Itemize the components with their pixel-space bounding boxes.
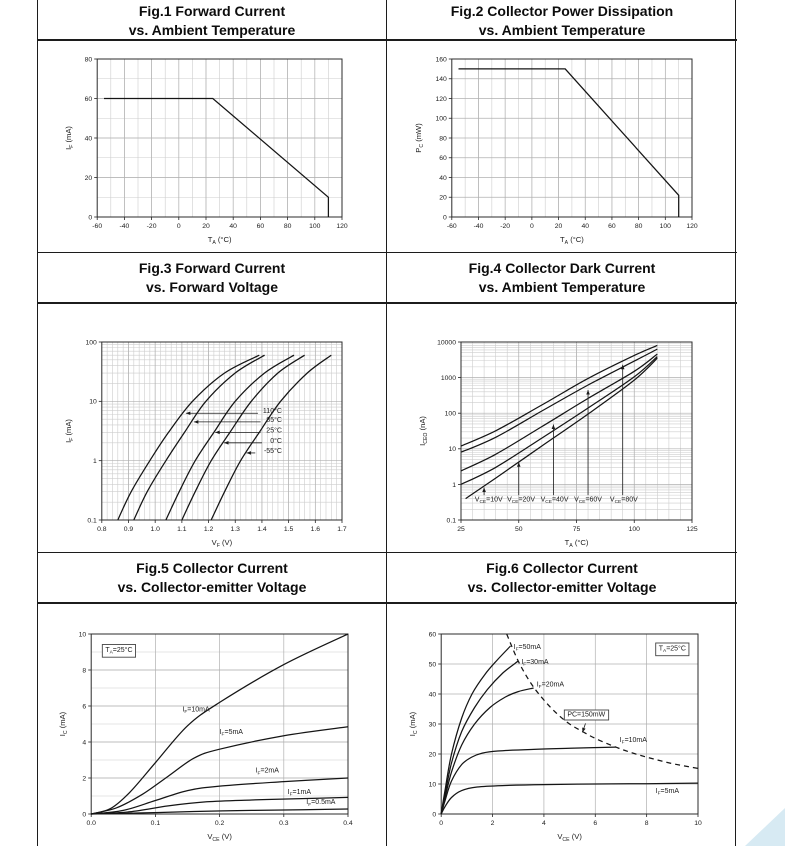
svg-text:100: 100 xyxy=(444,410,456,418)
svg-text:40: 40 xyxy=(229,223,237,230)
fig3-chart xyxy=(62,330,362,553)
fig5-chart xyxy=(56,622,368,846)
svg-text:PC (mW): $P_C$ (mW) xyxy=(414,123,425,153)
svg-text:IF=10mA: $I_F=10mA$ xyxy=(619,737,647,746)
svg-text:6: 6 xyxy=(593,820,598,827)
svg-text:1.7: 1.7 xyxy=(337,526,347,533)
svg-text:0.1: 0.1 xyxy=(150,820,161,827)
svg-text:8: 8 xyxy=(644,820,649,827)
fig5-title-cell xyxy=(38,553,387,604)
svg-text:IC (mA): $I_C$ (mA) xyxy=(58,711,69,737)
svg-text:1: 1 xyxy=(452,481,456,489)
svg-text:60: 60 xyxy=(439,155,447,163)
svg-text:TA=25°C: $T_A=25^\circ C$ xyxy=(105,647,133,656)
fig2-title-line1: Fig.2 Collector Power Dissipation xyxy=(450,3,674,19)
svg-text:TA (°C): $T_A$ (°C) xyxy=(207,235,232,246)
svg-text:160: 160 xyxy=(435,56,447,64)
svg-text:VCE (V): $V_{CE}$ (V) xyxy=(557,832,582,843)
svg-text:80: 80 xyxy=(283,223,292,230)
svg-text:80: 80 xyxy=(439,135,447,143)
svg-text:IF=0.5mA: $I_F=0.5mA$ xyxy=(306,799,336,808)
svg-text:0.3: 0.3 xyxy=(279,820,289,827)
svg-text:20: 20 xyxy=(439,194,447,202)
svg-text:IF=10mA: $I_F=10mA$ xyxy=(182,706,210,716)
svg-text:0.8: 0.8 xyxy=(97,526,107,533)
svg-text:40: 40 xyxy=(428,691,437,699)
svg-text:60: 60 xyxy=(256,223,265,230)
svg-text:IF=20mA: $I_F=20mA$ xyxy=(536,681,564,691)
svg-text:1.2: 1.2 xyxy=(203,526,214,533)
svg-text:25°C: 25°C xyxy=(266,427,282,435)
fig1-title-cell xyxy=(38,0,387,41)
svg-text:140: 140 xyxy=(435,76,447,84)
fig1-chart-cell xyxy=(38,41,387,253)
svg-text:TA=25°C: $T_A=25^\circ C$ xyxy=(658,645,686,655)
fig3-title-line1: Fig.3 Forward Current xyxy=(138,260,286,276)
svg-text:10: 10 xyxy=(694,820,702,827)
svg-text:60: 60 xyxy=(608,223,616,230)
svg-text:50: 50 xyxy=(514,526,523,533)
svg-text:-40: -40 xyxy=(119,223,130,230)
svg-text:IF (mA): $I_F$ (mA) xyxy=(64,419,75,443)
svg-text:-40: -40 xyxy=(473,223,484,230)
svg-text:4: 4 xyxy=(542,820,546,827)
svg-text:40: 40 xyxy=(84,135,93,143)
svg-text:0: 0 xyxy=(82,811,87,819)
svg-text:IF=5mA: $I_F=5mA$ xyxy=(655,788,680,797)
fig4-chart xyxy=(412,330,712,553)
svg-text:6: 6 xyxy=(82,703,87,711)
fig5-title-line2: vs. Collector-emitter Voltage xyxy=(117,579,307,595)
svg-text:IF=5mA: $I_F=5mA$ xyxy=(219,728,243,738)
svg-text:IC (mA): $I_C$ (mA) xyxy=(408,711,419,737)
fig4-title-cell xyxy=(387,253,737,304)
svg-text:8: 8 xyxy=(82,667,87,675)
fig6-chart-cell xyxy=(387,604,737,846)
fig2-title-line2: vs. Ambient Temperature xyxy=(478,22,646,38)
svg-text:10: 10 xyxy=(78,631,87,639)
figure-table xyxy=(37,0,736,846)
svg-text:TA (°C): $T_A$ (°C) xyxy=(559,235,584,246)
svg-text:80: 80 xyxy=(634,223,643,230)
svg-text:4: 4 xyxy=(82,739,87,747)
fig4-title-line1: Fig.4 Collector Dark Current xyxy=(468,260,656,276)
svg-text:VCE (V): $V_{CE}$ (V) xyxy=(207,832,232,843)
svg-text:0.9: 0.9 xyxy=(123,526,134,533)
fig1-chart xyxy=(62,47,362,253)
fig1-title-line2: vs. Ambient Temperature xyxy=(128,22,296,38)
corner-decoration-triangle xyxy=(745,808,785,846)
svg-text:IF=2mA: $I_F=2mA$ xyxy=(255,767,279,777)
fig2-title-cell xyxy=(387,0,737,41)
svg-text:50: 50 xyxy=(428,661,437,669)
svg-text:0.1: 0.1 xyxy=(87,517,97,525)
svg-text:100: 100 xyxy=(628,526,640,533)
svg-text:VCE=10V: $V_{CE}=10V$ xyxy=(474,496,503,506)
fig6-title-line1: Fig.6 Collector Current xyxy=(486,560,638,576)
svg-text:100: 100 xyxy=(309,223,321,230)
svg-text:-20: -20 xyxy=(146,223,157,230)
svg-text:VCE=20V: $V_{CE}=20V$ xyxy=(507,496,536,506)
svg-text:IF=50mA: $I_F=50mA$ xyxy=(513,644,541,653)
svg-text:85°C: 85°C xyxy=(266,416,282,424)
svg-text:125: 125 xyxy=(686,526,698,533)
svg-text:0: 0 xyxy=(443,214,447,222)
svg-text:120: 120 xyxy=(336,223,348,230)
svg-text:0.4: 0.4 xyxy=(343,820,353,827)
svg-text:IF=1mA: $I_F=1mA$ xyxy=(287,788,312,798)
fig2-chart xyxy=(412,47,712,253)
fig4-title-line2: vs. Ambient Temperature xyxy=(478,279,646,295)
svg-text:-55°C: -55°C xyxy=(263,447,282,455)
svg-text:1.1: 1.1 xyxy=(177,526,187,533)
svg-text:IF (mA): $I_F$ (mA) xyxy=(64,126,75,150)
svg-text:2: 2 xyxy=(490,820,495,827)
svg-text:1.3: 1.3 xyxy=(230,526,240,533)
svg-text:VF (V): $V_F$ (V) xyxy=(211,538,233,549)
svg-text:0.0: 0.0 xyxy=(86,820,96,827)
svg-text:10000: 10000 xyxy=(437,339,456,347)
svg-text:1.6: 1.6 xyxy=(310,526,321,533)
svg-text:60: 60 xyxy=(428,631,437,639)
svg-text:0.2: 0.2 xyxy=(214,820,225,827)
svg-text:75: 75 xyxy=(572,526,581,533)
svg-text:0.1: 0.1 xyxy=(446,517,456,525)
svg-text:ICEO (nA): $I_{CEO}$ (nA) xyxy=(418,416,429,446)
svg-text:VCE=60V: $V_{CE}=60V$ xyxy=(574,496,602,506)
svg-text:-20: -20 xyxy=(500,223,511,230)
fig6-title-line2: vs. Collector-emitter Voltage xyxy=(467,579,657,595)
fig2-chart-cell xyxy=(387,41,737,253)
fig5-title-line1: Fig.5 Collector Current xyxy=(136,560,288,576)
svg-text:20: 20 xyxy=(554,223,563,230)
svg-text:1: 1 xyxy=(93,458,97,466)
svg-text:0°C: 0°C xyxy=(270,437,282,445)
svg-text:0: 0 xyxy=(176,223,181,230)
svg-text:0: 0 xyxy=(88,214,93,222)
svg-text:-60: -60 xyxy=(92,223,103,230)
svg-text:TA (°C): $T_A$ (°C) xyxy=(564,538,589,549)
svg-text:20: 20 xyxy=(428,751,437,759)
fig5-chart-cell xyxy=(38,604,387,846)
svg-text:120: 120 xyxy=(435,95,447,103)
svg-text:1.0: 1.0 xyxy=(150,526,160,533)
svg-text:30: 30 xyxy=(428,721,437,729)
svg-text:0: 0 xyxy=(529,223,534,230)
svg-text:120: 120 xyxy=(686,223,698,230)
fig3-title-cell xyxy=(38,253,387,304)
svg-text:100: 100 xyxy=(85,339,97,347)
svg-text:2: 2 xyxy=(82,775,87,783)
svg-text:40: 40 xyxy=(439,174,447,182)
svg-text:VCE=80V: $V_{CE}=80V$ xyxy=(609,496,638,506)
svg-text:110°C: 110°C xyxy=(262,408,282,416)
svg-text:1000: 1000 xyxy=(440,375,456,382)
svg-text:PC=150mW: PC=150mW xyxy=(567,711,606,719)
svg-text:100: 100 xyxy=(435,115,447,123)
fig3-title-line2: vs. Forward Voltage xyxy=(146,279,278,295)
svg-text:20: 20 xyxy=(84,174,93,182)
svg-text:40: 40 xyxy=(581,223,590,230)
svg-text:IF=30mA: $I_F=30mA$ xyxy=(521,659,549,668)
svg-text:10: 10 xyxy=(89,398,97,406)
svg-text:20: 20 xyxy=(202,223,210,230)
svg-text:80: 80 xyxy=(84,56,93,64)
svg-text:1.5: 1.5 xyxy=(283,526,294,533)
svg-text:1.4: 1.4 xyxy=(257,526,267,533)
svg-text:25: 25 xyxy=(457,526,465,533)
fig4-chart-cell xyxy=(387,304,737,553)
svg-text:10: 10 xyxy=(448,446,456,454)
svg-text:VCE=40V: $V_{CE}=40V$ xyxy=(540,496,569,506)
fig3-chart-cell xyxy=(38,304,387,553)
svg-text:-60: -60 xyxy=(446,223,457,230)
svg-text:0: 0 xyxy=(432,811,437,819)
svg-text:10: 10 xyxy=(428,781,437,789)
fig6-title-cell xyxy=(387,553,737,604)
fig6-chart xyxy=(406,622,718,846)
svg-text:60: 60 xyxy=(84,95,93,103)
svg-text:100: 100 xyxy=(659,223,671,230)
fig1-title-line1: Fig.1 Forward Current xyxy=(138,3,286,19)
svg-text:0: 0 xyxy=(439,820,444,827)
